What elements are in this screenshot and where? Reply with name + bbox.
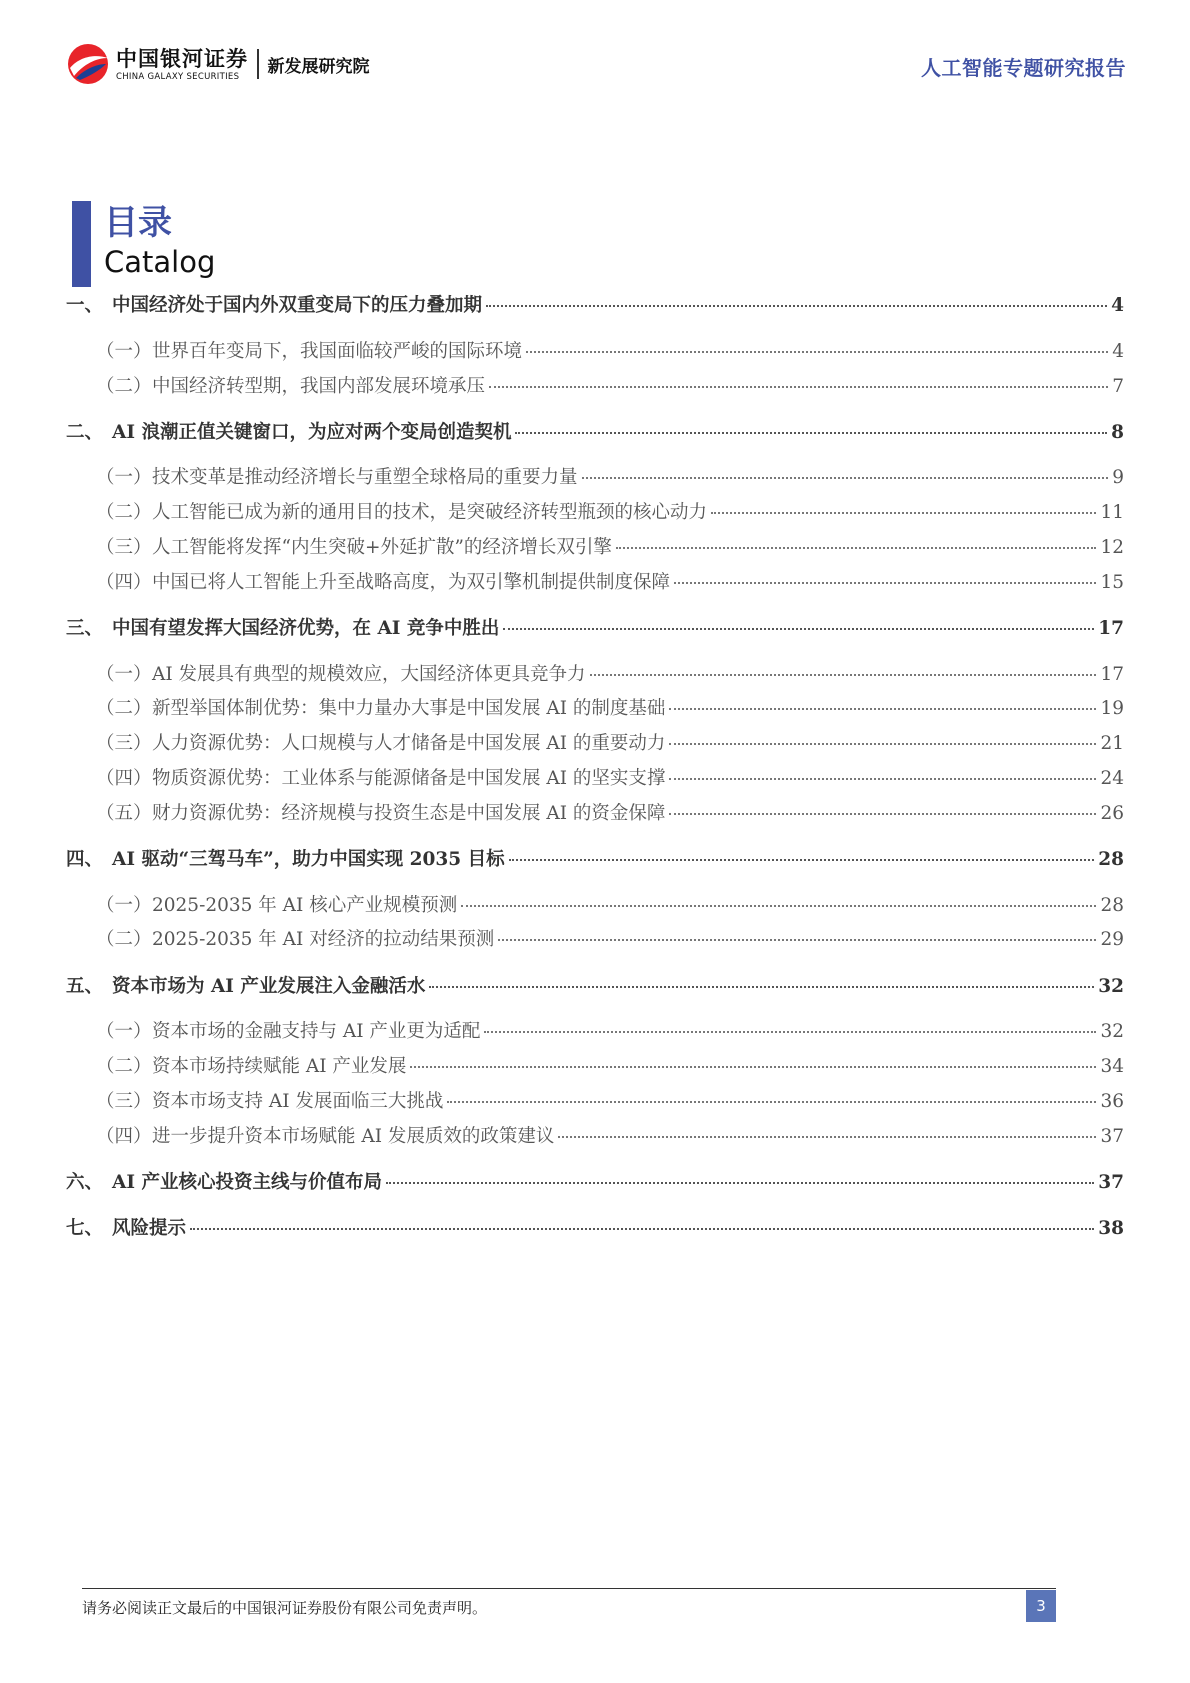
toc-section-row[interactable] xyxy=(66,1087,1124,1117)
toc-chapter-row[interactable] xyxy=(66,1168,1124,1198)
toc-page-number: 12 xyxy=(1100,537,1124,558)
toc-number: 四、 xyxy=(66,849,104,870)
toc-dot-leader xyxy=(461,905,1096,907)
toc-label: 进一步提升资本市场赋能 AI 发展质效的政策建议 xyxy=(152,1126,555,1147)
page-number: 3 xyxy=(1026,1590,1056,1622)
toc-number: （一） xyxy=(96,467,152,488)
toc-number: 二、 xyxy=(66,422,104,443)
toc-dot-leader xyxy=(590,674,1097,676)
toc-dot-leader xyxy=(711,512,1096,514)
toc-number: （三） xyxy=(96,1091,152,1112)
title-english: Catalog xyxy=(104,245,216,279)
toc-page-number: 34 xyxy=(1100,1056,1124,1077)
toc-label: 中国经济转型期，我国内部发展环境承压 xyxy=(152,376,486,397)
toc-page-number: 19 xyxy=(1100,698,1124,719)
toc-number: 六、 xyxy=(66,1172,104,1193)
toc-dot-leader xyxy=(410,1066,1096,1068)
toc-section-row[interactable] xyxy=(66,568,1124,598)
toc-label: 新型举国体制优势：集中力量办大事是中国发展 AI 的制度基础 xyxy=(152,698,666,719)
toc-label: 人工智能将发挥“内生突破+外延扩散”的经济增长双引擎 xyxy=(152,537,612,558)
toc-dot-leader xyxy=(447,1101,1096,1103)
toc-page-number: 21 xyxy=(1100,733,1124,754)
toc-number: 一、 xyxy=(66,295,104,316)
toc-label: 2025-2035 年 AI 对经济的拉动结果预测 xyxy=(152,929,495,950)
toc-dot-leader xyxy=(503,628,1094,630)
toc-page-number: 8 xyxy=(1111,422,1124,443)
toc-page-number: 9 xyxy=(1112,467,1124,488)
toc-page-number: 29 xyxy=(1100,929,1124,950)
toc-label: 中国有望发挥大国经济优势，在 AI 竞争中胜出 xyxy=(112,618,500,639)
toc-label: AI 浪潮正值关键窗口，为应对两个变局创造契机 xyxy=(112,422,512,443)
toc-dot-leader xyxy=(669,743,1096,745)
toc-number: （一） xyxy=(96,895,152,916)
toc-label: 中国已将人工智能上升至战略高度，为双引擎机制提供制度保障 xyxy=(152,572,671,593)
toc-page-number: 7 xyxy=(1112,376,1124,397)
toc-number: （三） xyxy=(96,733,152,754)
toc-number: 三、 xyxy=(66,618,104,639)
toc-dot-leader xyxy=(498,939,1096,941)
logo-english-name: CHINA GALAXY SECURITIES xyxy=(116,71,240,82)
page-header xyxy=(66,42,1126,102)
toc-label: 2025-2035 年 AI 核心产业规模预测 xyxy=(152,895,458,916)
toc-chapter-row[interactable] xyxy=(66,1214,1124,1244)
page-footer xyxy=(82,1588,1056,1629)
toc-number: （二） xyxy=(96,1056,152,1077)
toc-label: AI 产业核心投资主线与价值布局 xyxy=(112,1172,382,1193)
toc-section-row[interactable] xyxy=(66,498,1124,528)
toc-number: （二） xyxy=(96,698,152,719)
toc-chapter-row[interactable] xyxy=(66,418,1124,448)
toc-page-number: 28 xyxy=(1100,895,1124,916)
toc-dot-leader xyxy=(515,432,1107,434)
toc-dot-leader xyxy=(486,305,1107,307)
toc-chapter-row[interactable] xyxy=(66,614,1124,644)
logo-divider xyxy=(257,49,259,79)
toc-number: （一） xyxy=(96,1021,152,1042)
toc-dot-leader xyxy=(509,859,1095,861)
toc-section-row[interactable] xyxy=(66,463,1124,493)
toc-section-row[interactable] xyxy=(66,1017,1124,1047)
toc-label: 世界百年变局下，我国面临较严峻的国际环境 xyxy=(152,341,523,362)
report-type: 人工智能专题研究报告 xyxy=(921,56,1126,80)
toc-number: （四） xyxy=(96,768,152,789)
toc-label: 资本市场的金融支持与 AI 产业更为适配 xyxy=(152,1021,481,1042)
toc-label: 资本市场为 AI 产业发展注入金融活水 xyxy=(112,976,426,997)
toc-section-row[interactable] xyxy=(66,694,1124,724)
toc-page-number: 32 xyxy=(1100,1021,1124,1042)
toc-number: （四） xyxy=(96,572,152,593)
toc-page-number: 11 xyxy=(1100,502,1124,523)
toc-section-row[interactable] xyxy=(66,764,1124,794)
toc-section-row[interactable] xyxy=(66,337,1124,367)
toc-section-row[interactable] xyxy=(66,799,1124,829)
toc-section-row[interactable] xyxy=(66,1052,1124,1082)
toc-dot-leader xyxy=(669,813,1096,815)
toc-page-number: 32 xyxy=(1098,976,1124,997)
toc-page-number: 36 xyxy=(1100,1091,1124,1112)
toc-dot-leader xyxy=(484,1031,1096,1033)
logo-chinese-name: 中国银河证券 xyxy=(116,46,248,71)
toc-number: （四） xyxy=(96,1126,152,1147)
toc-section-row[interactable] xyxy=(66,891,1124,921)
toc-number: （五） xyxy=(96,803,152,824)
title-chinese: 目录 xyxy=(104,203,172,243)
toc-label: 风险提示 xyxy=(112,1218,187,1239)
toc-section-row[interactable] xyxy=(66,729,1124,759)
galaxy-logo-icon xyxy=(66,42,110,86)
toc-dot-leader xyxy=(669,708,1096,710)
company-logo xyxy=(66,42,370,86)
toc-dot-leader xyxy=(674,582,1096,584)
toc-number: （二） xyxy=(96,929,152,950)
toc-page-number: 37 xyxy=(1100,1126,1124,1147)
toc-page-number: 24 xyxy=(1100,768,1124,789)
toc-dot-leader xyxy=(190,1228,1094,1230)
toc-page-number: 28 xyxy=(1098,849,1124,870)
toc-label: AI 发展具有典型的规模效应，大国经济体更具竞争力 xyxy=(152,664,586,685)
toc-page-number: 37 xyxy=(1098,1172,1124,1193)
toc-dot-leader xyxy=(489,386,1108,388)
toc-number: （三） xyxy=(96,537,152,558)
toc-dot-leader xyxy=(616,547,1097,549)
toc-dot-leader xyxy=(429,986,1094,988)
toc-section-row[interactable] xyxy=(66,533,1124,563)
toc-label: 技术变革是推动经济增长与重塑全球格局的重要力量 xyxy=(152,467,578,488)
toc-page-number: 17 xyxy=(1100,664,1124,685)
toc-page-number: 26 xyxy=(1100,803,1124,824)
disclaimer-note: 请务必阅读正文最后的中国银河证券股份有限公司免责声明。 xyxy=(82,1599,488,1617)
toc-page-number: 38 xyxy=(1098,1218,1124,1239)
toc-dot-leader xyxy=(669,778,1096,780)
toc-label: 资本市场支持 AI 发展面临三大挑战 xyxy=(152,1091,444,1112)
toc-number: 七、 xyxy=(66,1218,104,1239)
toc-page-number: 15 xyxy=(1100,572,1124,593)
toc-label: 人力资源优势：人口规模与人才储备是中国发展 AI 的重要动力 xyxy=(152,733,666,754)
toc-number: 五、 xyxy=(66,976,104,997)
toc-page-number: 17 xyxy=(1098,618,1124,639)
toc-section-row[interactable] xyxy=(66,372,1124,402)
toc-chapter-row[interactable] xyxy=(66,291,1124,321)
toc-label: 财力资源优势：经济规模与投资生态是中国发展 AI 的资金保障 xyxy=(152,803,666,824)
toc-label: 资本市场持续赋能 AI 产业发展 xyxy=(152,1056,407,1077)
toc-chapter-row[interactable] xyxy=(66,972,1124,1002)
toc-label: 中国经济处于国内外双重变局下的压力叠加期 xyxy=(112,295,483,316)
toc-dot-leader xyxy=(582,477,1109,479)
toc-number: （二） xyxy=(96,376,152,397)
toc-dot-leader xyxy=(526,351,1108,353)
toc-label: 人工智能已成为新的通用目的技术，是突破经济转型瓶颈的核心动力 xyxy=(152,502,708,523)
toc-dot-leader xyxy=(558,1136,1096,1138)
toc-dot-leader xyxy=(386,1182,1094,1184)
institute-name: 新发展研究院 xyxy=(267,56,370,77)
toc-number: （一） xyxy=(96,341,152,362)
title-accent-bar xyxy=(72,201,91,287)
toc-section-row[interactable] xyxy=(66,660,1124,690)
toc-section-row[interactable] xyxy=(66,925,1124,955)
toc-number: （二） xyxy=(96,502,152,523)
toc-label: 物质资源优势：工业体系与能源储备是中国发展 AI 的坚实支撑 xyxy=(152,768,666,789)
toc-page-number: 4 xyxy=(1111,295,1124,316)
toc-number: （一） xyxy=(96,664,152,685)
toc-page-number: 4 xyxy=(1112,341,1124,362)
toc-label: AI 驱动“三驾马车”，助力中国实现 2035 目标 xyxy=(112,849,505,870)
toc-chapter-row[interactable] xyxy=(66,845,1124,875)
toc-section-row[interactable] xyxy=(66,1122,1124,1152)
